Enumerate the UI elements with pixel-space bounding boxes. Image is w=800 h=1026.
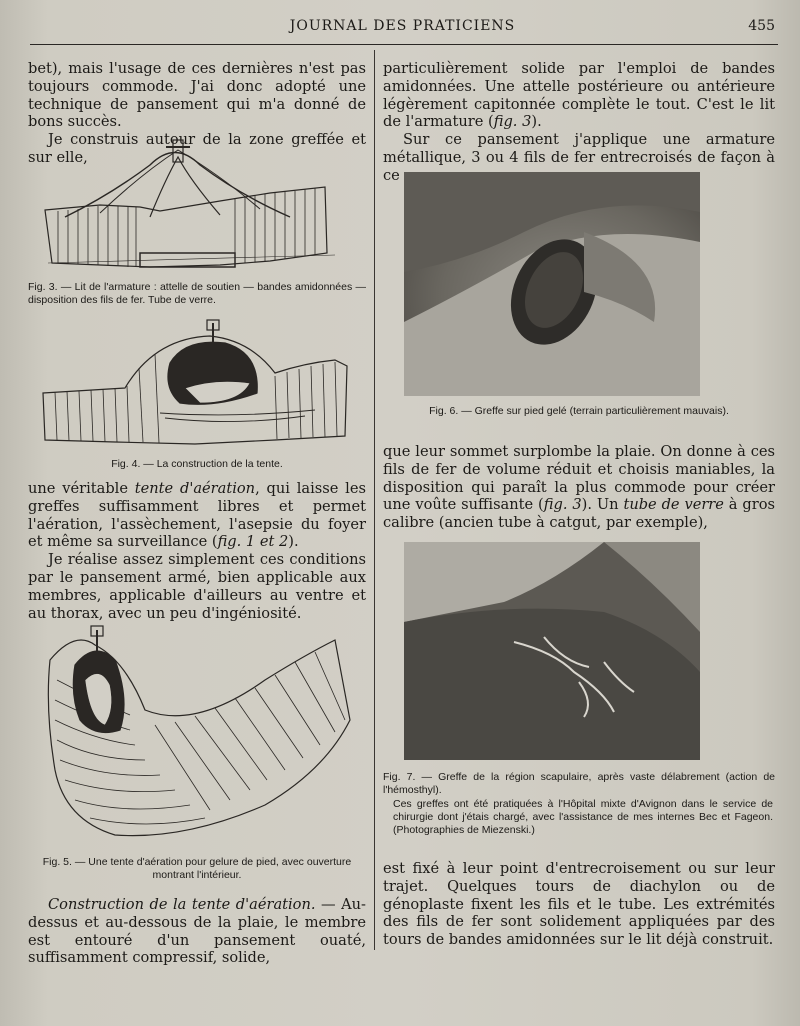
- figure-7-caption: Fig. 7. — Greffe de la région scapulaire, après vaste délabrement (action de l'hémosthyl).: [383, 771, 775, 796]
- figure-4-drawing: [35, 318, 355, 448]
- figure-6-caption: Fig. 6. — Greffe sur pied gelé (terrain particulièrement mauvais).: [429, 405, 729, 417]
- figure-3-caption: Fig. 3. — Lit de l'armature : attelle de soutien — bandes amidonnées — disposition des fils de fer. Tube de verre.: [28, 281, 366, 306]
- page-number: 455: [748, 18, 775, 34]
- paragraph: est fixé à leur point d'entrecroisement ou sur leur trajet. Quelques tours de diachylon ou de génoplaste fixent les fils et le tube. Les extrémités des fils de fer sont solidement appliquées par des tours de bandes amidonnées sur le lit déjà construit.: [383, 860, 775, 949]
- paragraph: particulièrement solide par l'emploi de bandes amidonnées. Une attelle postérieure ou antérieure légèrement capitonnée complète le tout. C'est le lit de l'armature (fig. 3).: [383, 60, 775, 131]
- column-divider: [374, 50, 375, 950]
- journal-title: JOURNAL DES PRATICIENS: [289, 18, 516, 34]
- figure-7-credit-note: Ces greffes ont été pratiquées à l'Hôpital mixte d'Avignon dans le service de chirurgie dont j'étais chargé, avec l'assistance de mes internes Bec et Fageon. (Photographies de Miezenski.): [393, 798, 773, 836]
- figure-4-caption: Fig. 4. — La construction de la tente.: [111, 458, 283, 470]
- paragraph: une véritable tente d'aération, qui laisse les greffes suffisamment libres et permet l'aération, l'assèchement, l'asepsie du foyer et même sa surveillance (fig. 1 et 2).: [28, 480, 366, 551]
- paragraph: Je réalise assez simplement ces conditions par le pansement armé, bien applicable aux membres, applicable d'ailleurs au ventre et au thorax, avec un peu d'ingéniosité.: [28, 551, 366, 622]
- left-column-middle: [28, 480, 366, 622]
- paragraph: Sur ce pansement j'applique une armature métallique, 3 ou 4 fils de fer entrecroisés de façon à ce: [383, 131, 775, 184]
- left-column-bottom: [28, 896, 366, 967]
- paragraph: Je construis autour de la zone greffée et sur elle,: [28, 131, 366, 166]
- running-header: [30, 18, 775, 40]
- figure-6-photo: [404, 172, 700, 396]
- figure-5-drawing: [35, 620, 355, 850]
- paragraph: que leur sommet surplombe la plaie. On donne à ces fils de fer de volume réduit et choisis maniables, la disposition qui paraît la plus commode pour créer une voûte suffisante (fig. 3). Un tube de verre à gros calibre (ancien tube à catgut, par exemple),: [383, 443, 775, 532]
- right-column-middle: [383, 443, 775, 532]
- right-column-bottom: [383, 860, 775, 949]
- right-column-top: [383, 60, 775, 185]
- header-rule: [30, 44, 778, 45]
- paragraph: bet), mais l'usage de ces dernières n'est pas toujours commode. J'ai donc adopté une technique de pansement qui m'a donné de bons succès.: [28, 60, 366, 131]
- figure-7-photo: [404, 542, 700, 760]
- figure-3-drawing: [40, 135, 340, 275]
- figure-5-caption: Fig. 5. — Une tente d'aération pour gelure de pied, avec ouverture montrant l'intérieur.: [42, 856, 352, 881]
- paragraph: Construction de la tente d'aération. — Au-dessus et au-dessous de la plaie, le membre est entouré d'un pansement ouaté, suffisamment compressif, solide,: [28, 896, 366, 967]
